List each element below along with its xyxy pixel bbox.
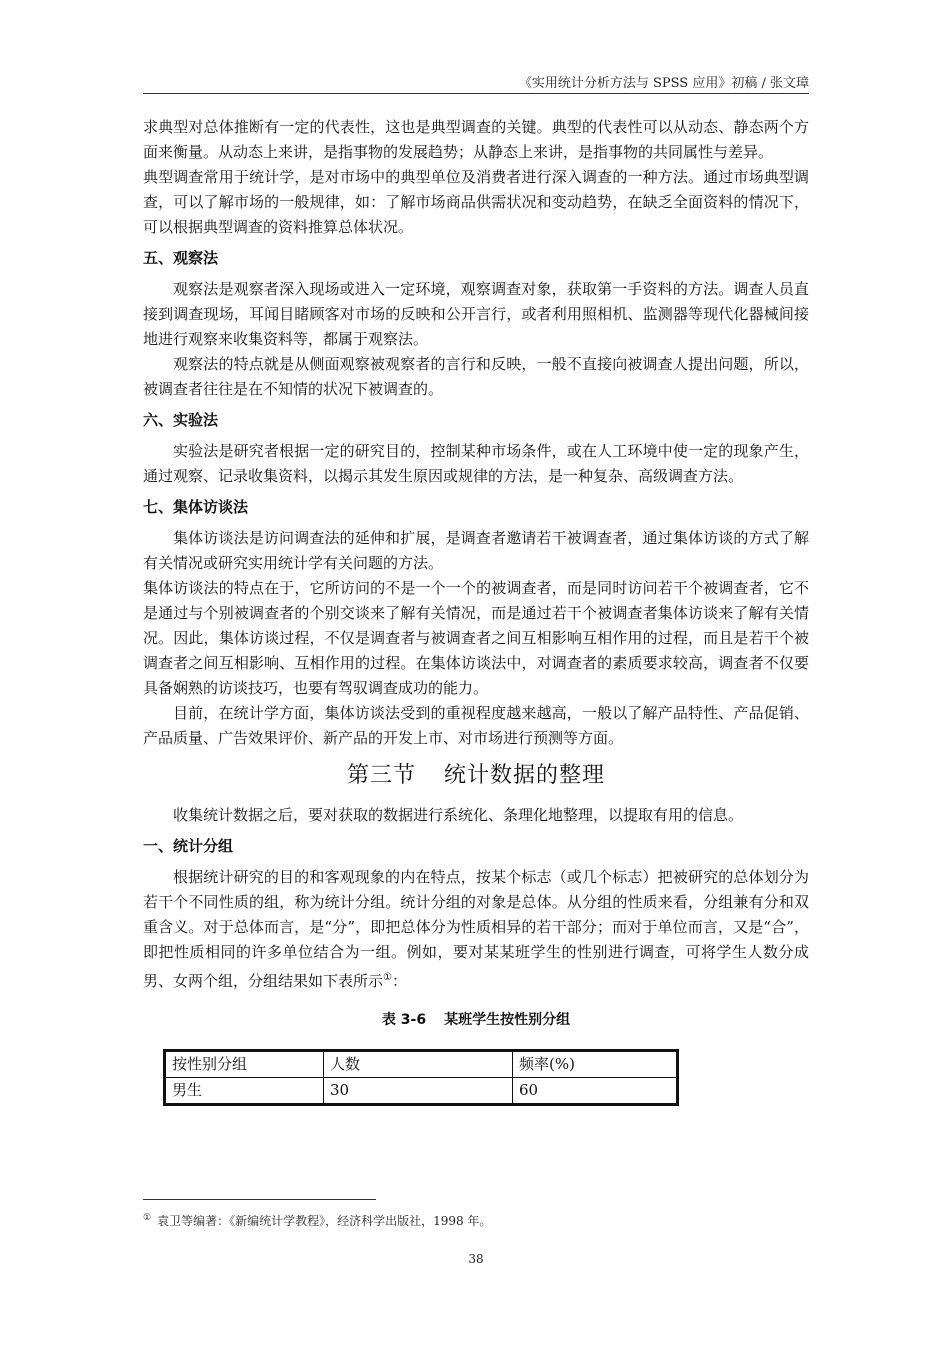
paragraph: 求典型对总体推断有一定的代表性，这也是典型调查的关键。典型的代表性可以从动态、静态两个方面来衡量。从动态上来讲，是指事物的发展趋势；从静态上来讲，是指事物的共同属性与差异。 bbox=[143, 118, 809, 161]
main-content bbox=[143, 115, 809, 1106]
header-cell: 频率(%) bbox=[513, 1051, 678, 1078]
paragraph bbox=[143, 865, 809, 994]
paragraph: 收集统计数据之后，要对获取的数据进行系统化、条理化地整理，以提取有用的信息。 bbox=[173, 806, 744, 824]
footnote-mark: ① bbox=[143, 1213, 152, 1223]
table-cell: 30 bbox=[324, 1078, 513, 1105]
section-heading: 统计数据的整理 bbox=[444, 763, 606, 788]
paragraph: 典型调查常用于统计学，是对市场中的典型单位及消费者进行深入调查的一种方法。通过市场典型调查，可以了解市场的一般规律，如：了解市场商品供需状况和变动趋势，在缺乏全面资料的情况下，可以根据典型调查的资料推算总体状况。 bbox=[143, 168, 809, 236]
footnote-rule bbox=[143, 1199, 376, 1200]
table-cell: 男生 bbox=[165, 1078, 324, 1105]
section-number: 第三节 bbox=[346, 763, 416, 788]
page-number: 38 bbox=[468, 1252, 484, 1266]
paragraph: 观察法是观察者深入现场或进入一定环境，观察调查对象，获取第一手资料的方法。调查人员直接到调查现场，耳闻目睹顾客对市场的反映和公开言行，或者利用照相机、监测器等现代化器械间接地进行观察来收集资料等，都属于观察法。 bbox=[143, 280, 809, 348]
paragraph-text: 根据统计研究的目的和客观现象的内在特点，按某个标志（或几个标志）把被研究的总体划分为若干个不同性质的组，称为统计分组。统计分组的对象是总体。从分组的性质来看，分组兼有分和双重含义。对于总体而言，是“分”，即把总体分为性质相异的若干部分；而对于单位而言，又是“合”，即把性质相同的许多单位结合为一组。例如，要对某某班学生的性别进行调查，可将学生人数分成男、女两个组，分组结果如下表所示 bbox=[143, 868, 809, 990]
heading-observation: 五、观察法 bbox=[143, 249, 219, 267]
table-title: 某班学生按性别分组 bbox=[444, 1012, 571, 1028]
table-cell: 60 bbox=[513, 1078, 678, 1105]
heading-grouping: 一、统计分组 bbox=[143, 837, 234, 855]
paragraph: 观察法的特点就是从侧面观察被观察者的言行和反映，一般不直接向被调查人提出问题，所以，被调查者往往是在不知情的状况下被调查的。 bbox=[143, 355, 809, 398]
paragraph: 目前，在统计学方面，集体访谈法受到的重视程度越来越高，一般以了解产品特性、产品促销、产品质量、广告效果评价、新产品的开发上市、对市场进行预测等方面。 bbox=[143, 704, 809, 747]
table-number: 表 3-6 bbox=[381, 1012, 427, 1028]
paragraph-end: ： bbox=[391, 972, 407, 990]
footnote bbox=[143, 1212, 491, 1229]
footnote-text: 袁卫等编著：《新编统计学教程》，经济科学出版社，1998 年。 bbox=[157, 1214, 492, 1228]
header-rule bbox=[143, 93, 809, 94]
paragraph: 实验法是研究者根据一定的研究目的，控制某种市场条件，或在人工环境中使一定的现象产生，通过观察、记录收集资料，以揭示其发生原因或规律的方法，是一种复杂、高级调查方法。 bbox=[143, 442, 809, 485]
paragraph: 集体访谈法的特点在于，它所访问的不是一个一个的被调查者，而是同时访问若干个被调查者，它不是通过与个别被调查者的个别交谈来了解有关情况，而是通过若干个被调查者集体访谈来了解有关情况。因此，集体访谈过程，不仅是调查者与被调查者之间互相影响互相作用的过程，而且是若干个被调查者之间互相影响、互相作用的过程。在集体访谈法中，对调查者的素质要求较高，调查者不仅要具备娴熟的访谈技巧，也要有驾驭调查成功的能力。 bbox=[143, 579, 809, 697]
paragraph: 集体访谈法是访问调查法的延伸和扩展，是调查者邀请若干被调查者，通过集体访谈的方式了解有关情况或研究实用统计学有关问题的方法。 bbox=[143, 529, 809, 572]
gender-group-table bbox=[163, 1049, 679, 1106]
section-title bbox=[143, 761, 809, 791]
heading-experiment: 六、实验法 bbox=[143, 411, 219, 429]
table-header-row bbox=[165, 1051, 678, 1078]
table-row bbox=[165, 1078, 678, 1105]
table-caption bbox=[143, 1008, 809, 1033]
header-cell: 按性别分组 bbox=[165, 1051, 324, 1078]
heading-group-interview: 七、集体访谈法 bbox=[143, 498, 249, 516]
footnote-ref[interactable]: ① bbox=[383, 972, 392, 983]
header-cell: 人数 bbox=[324, 1051, 513, 1078]
running-header: 《实用统计分析方法与 SPSS 应用》初稿 / 张文璋 bbox=[518, 76, 809, 91]
